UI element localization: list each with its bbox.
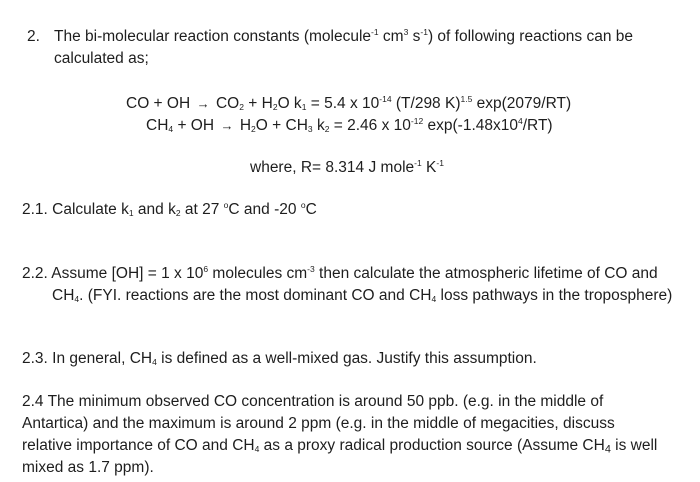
q-text: is well [610, 437, 658, 454]
q-text: C [305, 201, 317, 218]
equation-1 [126, 94, 571, 114]
q-text: as a proxy radical production source (Assume CH [259, 437, 605, 454]
q-sub: 2 [175, 208, 181, 219]
eq-text: CO + OH [126, 95, 191, 112]
intro-exp: -1 [371, 27, 379, 38]
q-exp: -3 [307, 264, 315, 275]
q-text: relative importance of CO and CH [22, 437, 255, 454]
equation-2 [146, 116, 553, 136]
question-2-3 [22, 349, 537, 369]
eq-text: exp(2079/RT) [472, 95, 572, 112]
where-text: where, R= 8.314 J mole [250, 159, 415, 176]
eq-sub: 1 [301, 102, 307, 113]
question-2-intro-line2: calculated as; [54, 50, 149, 67]
eq-text: k [312, 117, 325, 134]
q-sub: 4 [74, 294, 80, 305]
reaction-arrow-icon: → [220, 118, 234, 133]
q-text: 2.3. In general, CH [22, 350, 153, 367]
eq-sub: 2 [251, 124, 256, 135]
eq-sub: 3 [307, 124, 313, 135]
q-text: . (FYI. reactions are the most dominant CO and CH [79, 287, 432, 304]
q-sub: 1 [128, 208, 134, 219]
eq-text: CO [211, 95, 240, 112]
question-2-4-line2: Antartica) and the maximum is around 2 ppm (e.g. in the middle of megacities, discuss [22, 415, 615, 432]
eq-text: O + CH [255, 117, 308, 134]
question-2-2-line2 [52, 286, 672, 306]
question-2-intro-line1 [54, 27, 633, 47]
q-text: is defined as a well-mixed gas. Justify this assumption. [156, 350, 537, 367]
eq-text: (T/298 K) [391, 95, 461, 112]
q-sub: 4 [431, 294, 437, 305]
eq-sub: 2 [324, 124, 330, 135]
q-text: molecules cm [208, 265, 308, 282]
eq-sub: 4 [168, 124, 174, 135]
question-2-4-line4: mixed as 1.7 ppm). [22, 459, 154, 476]
eq-exp: 4 [517, 116, 523, 127]
intro-text: s [408, 28, 421, 45]
eq-exp: -14 [379, 94, 392, 105]
eq-sub: 2 [272, 102, 278, 113]
eq-text: = 2.46 x 10 [329, 117, 411, 134]
where-exp: -1 [414, 158, 422, 169]
eq-text: + OH [173, 117, 219, 134]
eq-exp: 1.5 [460, 94, 473, 105]
eq-text: /RT) [522, 117, 553, 134]
q-text: loss pathways in the troposphere) [436, 287, 673, 304]
q-text: C and -20 [228, 201, 301, 218]
eq-sub: 2 [239, 102, 244, 113]
q-sub: 4 [254, 444, 260, 455]
where-exp: -1 [436, 158, 444, 169]
q-sub: 4 [604, 443, 611, 456]
intro-text: The bi-molecular reaction constants (molecule [54, 28, 372, 45]
intro-exp: 3 [403, 27, 409, 38]
degree-sign: o [223, 200, 229, 211]
question-2-2-line1 [22, 264, 658, 284]
question-2-1 [22, 200, 317, 220]
eq-text: H [235, 117, 252, 134]
reaction-arrow-icon: → [196, 96, 210, 111]
question-2-4-line1: 2.4 The minimum observed CO concentration is around 50 ppb. (e.g. in the middle of [22, 393, 604, 410]
q-text: at 27 [180, 201, 224, 218]
eq-text: CH [146, 117, 169, 134]
q-text: and k [133, 201, 176, 218]
where-text: K [421, 159, 437, 176]
question-2-4-line3 [22, 436, 657, 456]
q-exp: 6 [203, 264, 209, 275]
eq-text: exp(-1.48x10 [423, 117, 518, 134]
gas-constant-line [250, 158, 444, 178]
eq-text: + H [243, 95, 273, 112]
q-text: CH [52, 287, 75, 304]
eq-exp: -12 [410, 116, 424, 127]
question-2-number: 2. [27, 28, 40, 45]
eq-text: O k [277, 95, 302, 112]
eq-text: = 5.4 x 10 [306, 95, 380, 112]
q-text: 2.1. Calculate k [22, 201, 129, 218]
q-text: 2.2. Assume [OH] = 1 x 10 [22, 265, 204, 282]
intro-text: cm [378, 28, 404, 45]
degree-sign: o [300, 200, 306, 211]
intro-exp: -1 [420, 27, 428, 38]
q-sub: 4 [152, 357, 157, 368]
q-text: then calculate the atmospheric lifetime of CO and [314, 265, 658, 282]
intro-text: ) of following reactions can be [427, 28, 634, 45]
